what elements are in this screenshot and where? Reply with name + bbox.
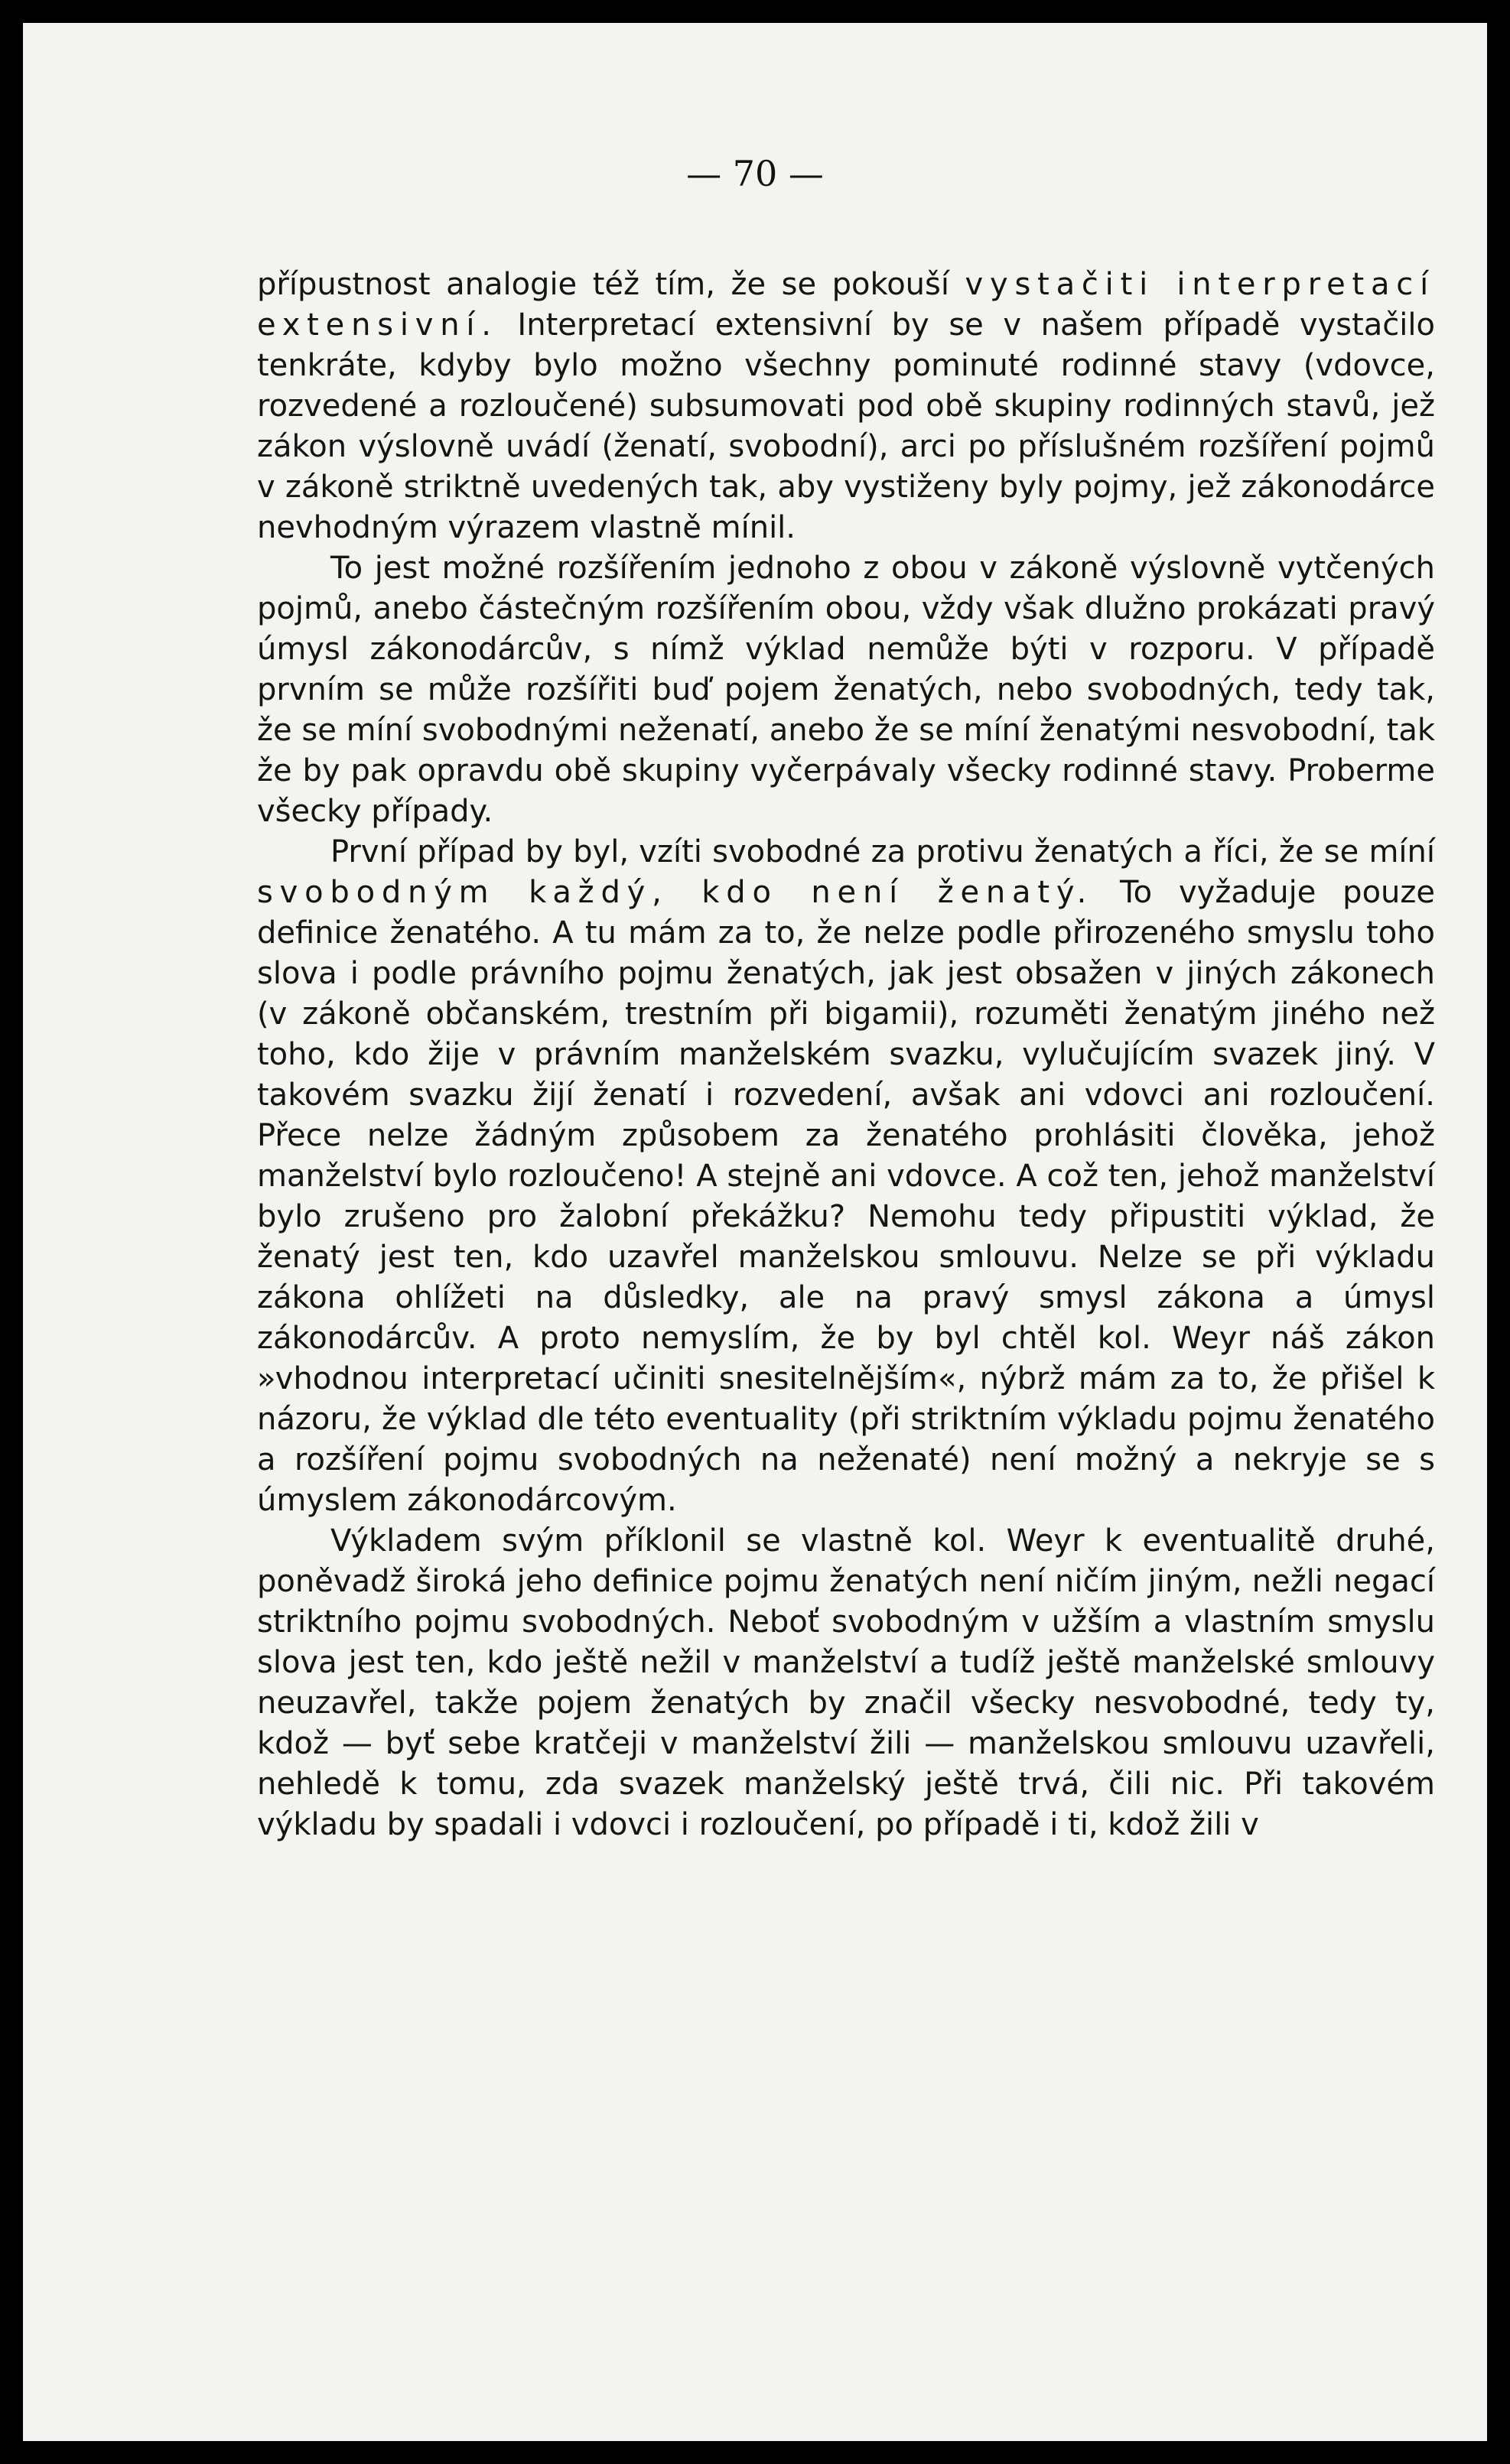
paragraph-4: Výkladem svým příklonil se vlastně kol. Weyr k eventualitě druhé, poněvadž široká jeho definice pojmu ženatých není ničím jiným, nežli negací striktního pojmu svobodných. Neboť svobodným v užším a vlastním smyslu slova jest ten, kdo ještě nežil v manželství a tudíž ještě manželské smlouvy neuzavřel, takže pojem ženatých by značil všecky nesvobodné, tedy ty, kdož — byť sebe kratčeji v manželství žili — manželskou smlouvu uzavřeli, nehledě k tomu, zda svazek manželský ještě trvá, čili nic. Při takovém výkladu by spadali i vdovci i rozloučení, po případě i ti, kdož žili v bbox=[257, 1523, 1435, 1842]
paragraph-1-rest: Interpretací extensivní by se v našem případě vystačilo tenkráte, kdyby bylo možno všechny pominuté rodinné stavy (vdovce, rozvedené a rozloučené) subsumovati pod obě skupiny rodinných stavů, jež zákon výslovně uvádí (ženatí, svobodní), arci po příslušném rozšíření pojmů v zákoně striktně uvedených tak, aby vystiženy byly pojmy, jež zákonodárce nevhodným výrazem vlastně mínil. bbox=[257, 307, 1435, 545]
paragraph-2: To jest možné rozšířením jednoho z obou v zákoně výslovně vytčených pojmů, anebo částečným rozšířením obou, vždy však dlužno prokázati pravý úmysl zákonodárcův, s nímž výklad nemůže býti v rozporu. V případě prvním se může rozšířiti buď pojem ženatých, nebo svobodných, tedy tak, že se míní svobodnými neženatí, anebo že se míní ženatými nesvobodní, tak že by pak opravdu obě skupiny vyčerpávaly všecky rodinné stavy. Proberme všecky případy. bbox=[257, 551, 1435, 829]
paragraph-3-rest: To vyžaduje pouze definice ženatého. A tu mám za to, že nelze podle přirozeného smyslu toho slova i podle právního pojmu ženatých, jak jest obsažen v jiných zákonech (v zákoně občanském, trestním při bigamii), rozuměti ženatým jiného než toho, kdo žije v právním manželském svazku, vylučujícím svazek jiný. V takovém svazku žijí ženatí i rozvedení, avšak ani vdovci ani rozloučení. Přece nelze žádným způsobem za ženatého prohlásiti člověka, jehož manželství bylo rozloučeno! A stejně ani vdovce. A což ten, jehož manželství bylo zrušeno pro žalobní překážku? Nemohu tedy připustiti výklad, že ženatý jest ten, kdo uzavřel manželskou smlouvu. Nelze se při výkladu zákona ohlížeti na důsledky, ale na pravý smysl zákona a úmysl zákonodárcův. A proto nemyslím, že by byl chtěl kol. Weyr náš zákon »vhodnou interpretací učiniti snesitelnějším«, nýbrž mám za to, že přišel k názoru, že výklad dle této eventuality (při striktním výkladu pojmu ženatého a rozšíření pojmu svobodných na neženaté) není možný a nekryje se s úmyslem zákonodárcovým. bbox=[257, 875, 1435, 1518]
paragraph-1 bbox=[257, 265, 1435, 548]
page-number: — 70 — bbox=[686, 153, 824, 194]
emphasis-extensive-interpretation: vystačiti interpretací extensivní. bbox=[257, 267, 1435, 343]
book-page bbox=[23, 23, 1487, 2441]
paragraph-3 bbox=[257, 832, 1435, 1521]
paragraph-1-start: přípustnost analogie též tím, že se pokouší bbox=[257, 267, 965, 302]
paragraph-3-start: První případ by byl, vzíti svobodné za protivu ženatých a říci, že se míní bbox=[330, 834, 1435, 870]
body-text bbox=[257, 265, 1435, 1845]
emphasis-free-definition: svobodným každý, kdo není ženatý. bbox=[257, 875, 1094, 910]
